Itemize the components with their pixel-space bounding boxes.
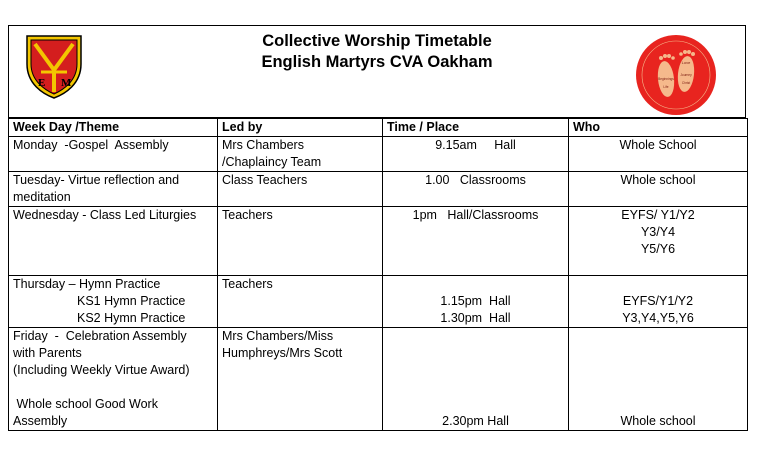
who-line: [573, 345, 743, 362]
day-line: KS2 Hymn Practice: [77, 311, 186, 325]
who-line: Whole School: [619, 138, 697, 152]
led-line: Humphreys/Mrs Scott: [222, 346, 343, 360]
crest-letter-m: M: [61, 77, 72, 89]
cell-day: [9, 172, 218, 207]
led-line: /Chaplaincy Team: [222, 155, 322, 169]
cell-led-by: [218, 328, 383, 431]
cell-day: [9, 207, 218, 276]
table-row-friday: [9, 328, 748, 431]
led-line: Teachers: [222, 277, 273, 291]
table-row-monday: [9, 137, 748, 172]
time-line: [387, 345, 564, 362]
led-line: Mrs Chambers/Miss: [222, 329, 334, 343]
column-header-who: Who: [569, 119, 748, 137]
cell-who: [569, 172, 748, 207]
cell-day: [9, 328, 218, 431]
who-line: EYFS/ Y1/Y2: [621, 208, 695, 222]
table-header-row: [9, 119, 748, 137]
who-line: Y5/Y6: [640, 242, 676, 256]
cell-day: [9, 276, 218, 328]
seal-word-beginnings: Beginnings: [658, 77, 674, 81]
who-line: [573, 276, 743, 293]
day-line: Tuesday- Virtue reflection and: [13, 173, 180, 187]
day-line: Friday - Celebration Assembly: [13, 329, 187, 343]
column-header-led-by: Led by: [218, 119, 383, 137]
time-line: 2.30pm Hall: [442, 414, 509, 428]
who-line: EYFS/Y1/Y2: [622, 294, 694, 308]
cell-led-by: [218, 172, 383, 207]
who-line: [573, 379, 743, 396]
who-line: [573, 362, 743, 379]
crest-letter-e: E: [38, 77, 46, 89]
cell-day: [9, 137, 218, 172]
day-line: Wednesday - Class Led Liturgies: [13, 208, 197, 222]
time-line: [387, 328, 564, 345]
table-row-thursday: [9, 276, 748, 328]
column-header-time-place: Time / Place: [383, 119, 569, 137]
cell-time-place: [383, 137, 569, 172]
day-line: Assembly: [13, 414, 68, 428]
led-line: Mrs Chambers: [222, 138, 304, 152]
table-row-tuesday: [9, 172, 748, 207]
seal-word-love: Love: [681, 60, 691, 65]
title-line-1: Collective Worship Timetable: [262, 32, 492, 50]
cell-who: [569, 137, 748, 172]
day-line: [13, 379, 213, 396]
day-line: with Parents: [13, 346, 82, 360]
time-line: 1.15pm Hall: [440, 294, 511, 308]
cell-time-place: [383, 207, 569, 276]
time-line: 1.30pm Hall: [440, 311, 511, 325]
header-panel: [8, 25, 746, 118]
footprints-seal-logo: [635, 34, 717, 116]
column-header-day: Week Day /Theme: [9, 119, 218, 137]
led-line: Teachers: [222, 208, 273, 222]
time-line: [387, 396, 564, 413]
day-line: (Including Weekly Virtue Award): [13, 363, 190, 377]
cell-who: [569, 328, 748, 431]
cell-who: [569, 276, 748, 328]
cell-led-by: [218, 207, 383, 276]
day-line: Thursday – Hymn Practice: [13, 277, 161, 291]
time-line: 9.15am Hall: [435, 138, 516, 152]
who-line: Y3/Y4: [640, 225, 676, 239]
table-row-wednesday: [9, 207, 748, 276]
time-line: [387, 379, 564, 396]
title-line-2: English Martyrs CVA Oakham: [261, 53, 493, 71]
led-line: Class Teachers: [222, 173, 308, 187]
time-line: [387, 276, 564, 293]
who-line: Whole school: [620, 414, 696, 428]
cell-time-place: [383, 276, 569, 328]
day-line: Monday -Gospel Assembly: [13, 138, 169, 152]
cell-led-by: [218, 276, 383, 328]
day-line: Whole school Good Work: [13, 397, 158, 411]
who-line: [573, 396, 743, 413]
day-line: KS1 Hymn Practice: [77, 294, 186, 308]
cell-time-place: [383, 328, 569, 431]
seal-word-christ: Christ: [681, 81, 691, 85]
time-line: 1pm Hall/Classrooms: [412, 208, 539, 222]
who-line: [573, 328, 743, 345]
cell-time-place: [383, 172, 569, 207]
who-line: Y3,Y4,Y5,Y6: [622, 311, 694, 325]
seal-word-life: Life: [663, 85, 669, 89]
time-line: [387, 362, 564, 379]
seal-word-journey: Journey: [680, 73, 692, 77]
who-line: Whole school: [620, 173, 696, 187]
cell-led-by: [218, 137, 383, 172]
time-line: 1.00 Classrooms: [425, 173, 526, 187]
timetable: [8, 118, 748, 431]
cell-who: [569, 207, 748, 276]
day-line: meditation: [13, 190, 71, 204]
